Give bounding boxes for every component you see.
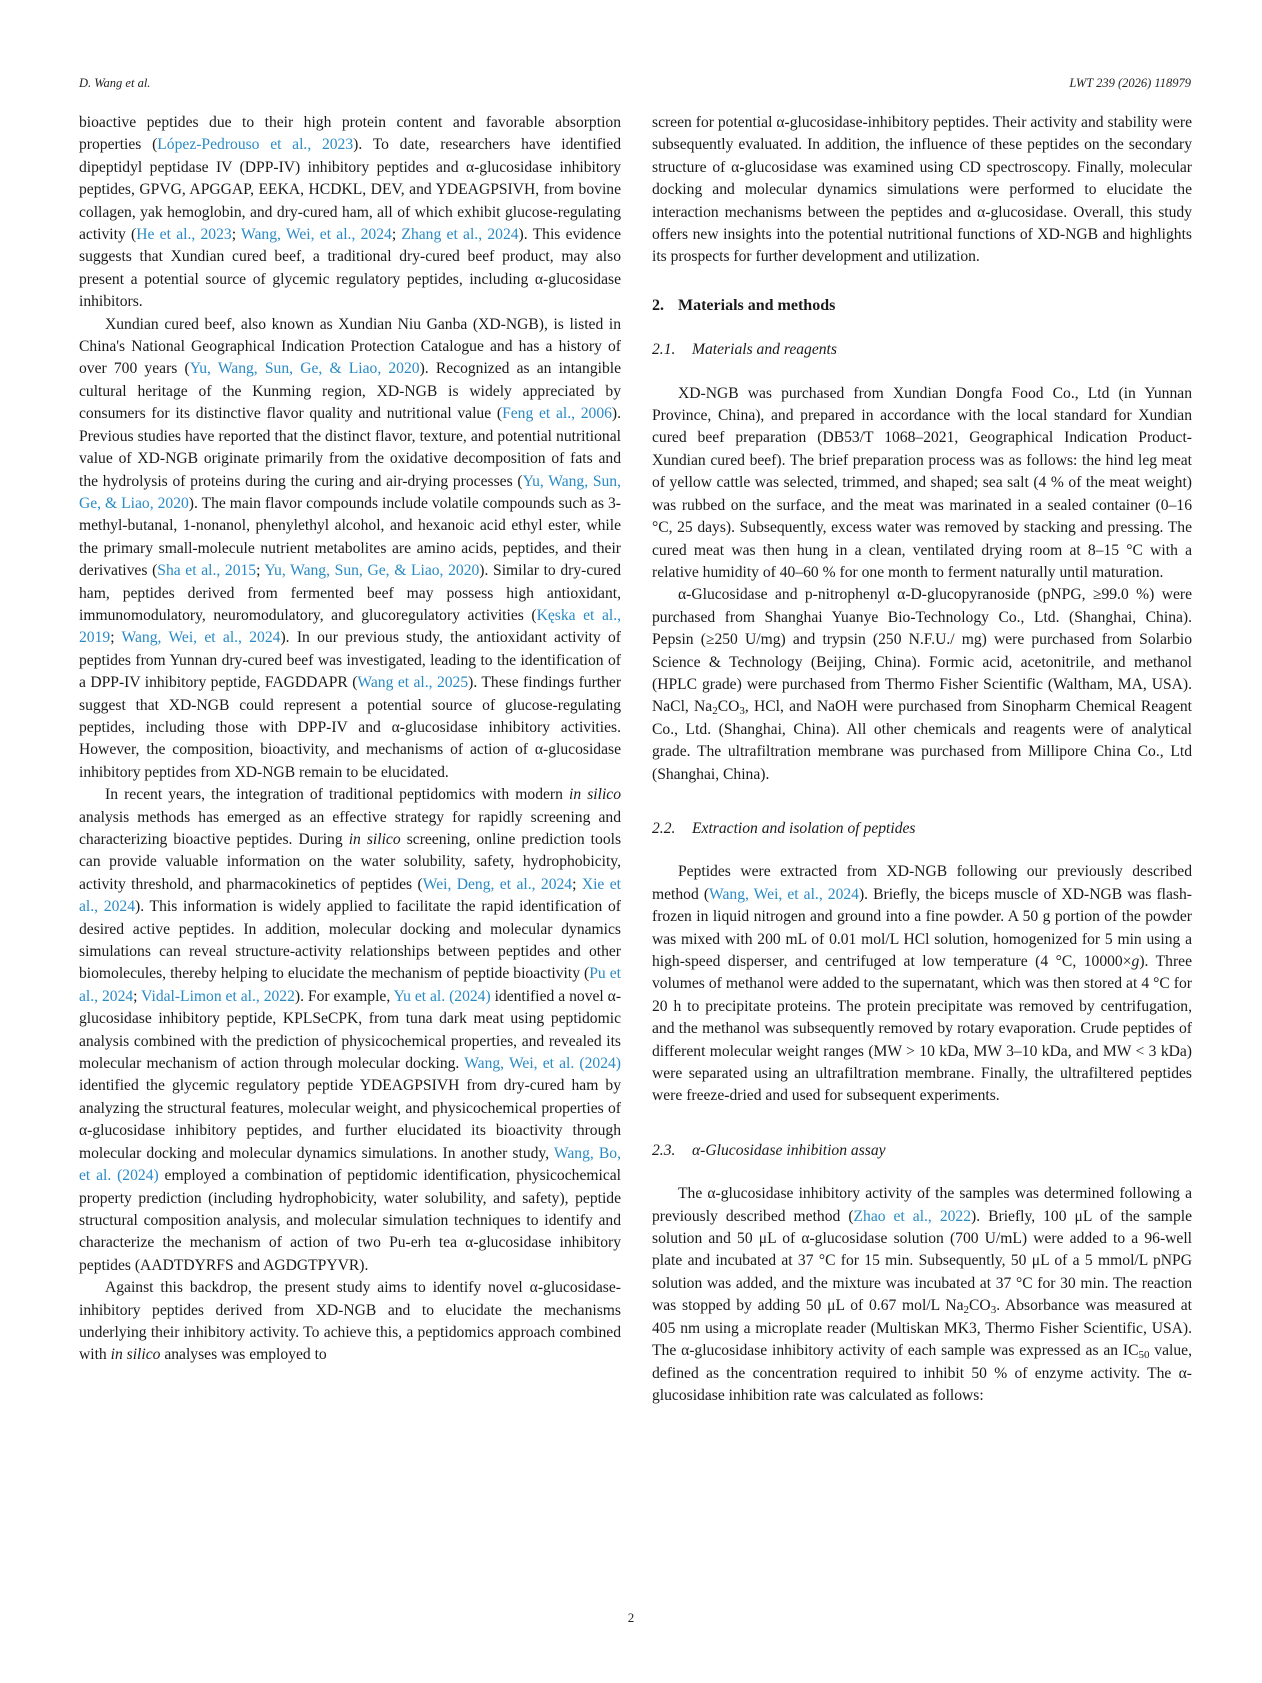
citation-link[interactable]: Wang, Wei, et al., 2024 (121, 629, 281, 647)
text: ). This information is widely applied to facilitate the rapid identification of desired active peptides. In addition, molecular docking and molecular dynamics simulations can reveal structure-activity relationships between peptides and other biomolecules, thereby helping to elucidate the mechanism of peptide bioactivity ( (79, 898, 622, 983)
text: , HCl, and NaOH were purchased from Sinopharm Chemical Reagent Co., Ltd. (Shanghai, China). All other chemicals and reagents were of analytical grade. The ultrafiltration membrane was purchased from Millipore China Co., Ltd (Shanghai, China). (652, 698, 1192, 783)
citation-link[interactable]: Zhang et al., 2024 (401, 226, 519, 244)
spacer (652, 1108, 1192, 1140)
subsection-number: 2.2. (652, 819, 676, 837)
text: screening, online prediction tools can provide valuable information on the water solubility, safety, hydrophobicity, activity threshold, and pharmacokinetics of peptides ( (79, 831, 622, 893)
paragraph (79, 112, 621, 314)
italic-term: in silico (348, 831, 401, 848)
text: analysis methods has emerged as an effective strategy for rapidly screening and characterizing bioactive peptides. During (79, 808, 621, 848)
paragraph (79, 1277, 621, 1367)
citation-link[interactable]: Xie et al., 2024 (79, 875, 621, 916)
text: CO (717, 698, 740, 716)
text: ). This evidence suggests that Xundian cured beef, a traditional dry-cured beef product, may also present a potential source of glycemic regulatory peptides, including α-glucosidase inhibitors. (79, 226, 622, 311)
text: The α-glucosidase inhibitory activity of the samples was determined following a previously described method ( (652, 1185, 1192, 1225)
paragraph: screen for potential α-glucosidase-inhibitory peptides. Their activity and stability were subsequently evaluated. In addition, the influence of these peptides on the secondary structure of α-glucosidase was examined using CD spectroscopy. Finally, molecular docking and molecular dynamics simulations were performed to elucidate the interaction mechanisms between the peptides and α-glucosidase. Overall, this study offers new insights into the potential nutritional functions of XD-NGB and highlights its prospects for further development and utilization. (652, 114, 1192, 266)
text: CO (969, 1297, 991, 1315)
text: identified the glycemic regulatory peptide YDEAGPSIVH from dry-cured ham by analyzing the structural features, molecular weight, and physicochemical properties of α-glucosidase inhibitory peptides, and further elucidated its bioactivity through molecular docking and molecular dynamics simulations. In another study, (79, 1077, 621, 1162)
paragraph (652, 861, 1192, 1107)
text: ). In our previous study, the antioxidant activity of peptides from Yunnan dry-cured beef was investigated, leading to the identification of a DPP-IV inhibitory peptide, FAGDDAPR ( (79, 629, 621, 692)
paragraph: XD-NGB was purchased from Xundian Dongfa Food Co., Ltd (in Yunnan Province, China), and prepared in accordance with the local standard for Xundian cured beef preparation (DB53/T 1068–2021, Geographical Indication Product-Xundian cured beef). The brief preparation process was as follows: the hind leg meat of yellow cattle was selected, trimmed, and shaped; sea salt (4 % of the meat weight) was rubbed on the surface, and the meat was marinated in a sealed container (0–16 °C, 25 days). Subsequently, excess water was removed by stacking and pressing. The cured meat was then hung in a clean, ventilated drying room at 8–15 °C with a relative humidity of 40–60 % for one month to ferment naturally until maturation. (652, 384, 1192, 581)
citation-link[interactable]: Wang, Bo, et al. (2024) (79, 1144, 621, 1185)
text: analyses was employed to (160, 1346, 327, 1364)
text: Against this backdrop, the present study aims to identify novel α-glucosidase-inhibitory peptides derived from XD-NGB and to elucidate the mechanisms underlying their inhibitory activity. To achieve this, a peptidomics approach combined with (79, 1279, 621, 1364)
subscript: 2 (963, 1304, 970, 1317)
paragraph (652, 584, 1192, 786)
subsection-title: Extraction and isolation of peptides (692, 819, 916, 837)
text: ). Previous studies have reported that the distinct flavor, texture, and potential nutritional value of XD-NGB originate primarily from the oxidative decomposition of fats and the hydrolysis of proteins during the curing and air-drying processes ( (79, 405, 622, 490)
subsection-heading (652, 339, 1192, 361)
subsection-number: 2.3. (652, 1141, 676, 1159)
running-head-journal: LWT 239 (2026) 118979 (1069, 76, 1191, 90)
italic-term: g (1131, 953, 1140, 970)
subsection-title: α-Glucosidase inhibition assay (692, 1141, 886, 1159)
text: In recent years, the integration of traditional peptidomics with modern (105, 786, 569, 804)
text: α-Glucosidase and p-nitrophenyl α-D-glucopyranoside (pNPG, ≥99.0 %) were purchased from Shanghai Yuanye Bio-Technology Co., Ltd. (Shanghai, China). Pepsin (≥250 U/mg) and trypsin (250 N.F.U./ mg) were purchased from Solarbio Science & Technology (Beijing, China). Formic acid, acetonitrile, and methanol (HPLC grade) were purchased from Thermo Fisher Scientific (Waltham, MA, USA). NaCl, Na (652, 586, 1192, 716)
citation-link[interactable]: Wei, Deng, et al., 2024 (422, 875, 573, 893)
citation-link[interactable]: Pu et al., 2024 (79, 965, 621, 1005)
text: ; (231, 226, 242, 244)
text: ). Briefly, 100 μL of the sample solution and 50 μL of α-glucosidase solution (700 U/mL) were added to a 96-well plate and incubated at 37 °C for 15 min. Subsequently, 50 μL of a 5 mmol/L pNPG solution was added, and the mixture was incubated at 37 °C for 30 min. The reaction was stopped by adding 50 μL of 0.67 mol/L Na (652, 1207, 1192, 1315)
text: ). Three volumes of methanol were added to the supernatant, which was then stored at 4 °C for 20 h to precipitate proteins. The protein precipitate was removed by centrifugation, and the methanol was subsequently removed by rotary evaporation. Crude peptides of different molecular weight ranges (MW > 10 kDa, MW 3–10 kDa, and MW < 3 kDa) were separated using an ultrafiltration membrane. Finally, the ultrafiltered peptides were freeze-dried and used for subsequent experiments. (652, 953, 1192, 1105)
subscript: 2 (712, 705, 718, 718)
citation-link[interactable]: Vidal-Limon et al., 2022 (141, 987, 295, 1005)
text: ; (391, 226, 402, 244)
text: . Absorbance was measured at 405 nm using a microplate reader (Multiskan MK3, Thermo Fisher Scientific, USA). The α-glucosidase inhibitory activity of each sample was expressed as an IC (652, 1297, 1193, 1360)
citation-link[interactable]: Wang, Wei, et al., 2024 (709, 885, 859, 903)
right-column (652, 112, 1192, 1407)
text: ). For example, (294, 987, 394, 1005)
subsection-heading (652, 1140, 1192, 1162)
subsection-title: Materials and reagents (692, 341, 837, 359)
text: Peptides were extracted from XD-NGB following our previously described method ( (652, 863, 1192, 903)
subscript: 50 (1138, 1349, 1150, 1362)
text: ). Briefly, the biceps muscle of XD-NGB was flash-frozen in liquid nitrogen and ground into a fine powder. A 50 g portion of the powder was mixed with 200 mL of 0.01 mol/L HCl solution, homogenized for 5 min using a high-speed disperser, and centrifuged at low temperature (4 °C, 10000× (652, 885, 1192, 970)
page-number: 2 (627, 1610, 635, 1625)
text: identified a novel α-glucosidase inhibitory peptide, KPLSeCPK, from tuna dark meat using peptidomic analysis combined with the prediction of physicochemical properties, and revealed its molecular mechanism of action through molecular docking. (79, 987, 622, 1073)
left-column (79, 112, 621, 1367)
citation-link[interactable]: Wang, Wei, et al., 2024 (241, 226, 392, 244)
citation-link[interactable]: Yu, Wang, Sun, Ge, & Liao, 2020 (264, 562, 480, 580)
text: value, defined as the concentration required to inhibit 50 % of enzyme activity. The α-glucosidase inhibition rate was calculated as follows: (652, 1342, 1192, 1404)
citation-link[interactable]: Yu et al. (2024) (393, 987, 491, 1005)
subsection-heading (652, 818, 1192, 840)
running-head-authors: D. Wang et al. (79, 76, 151, 90)
citation-link[interactable]: Yu, Wang, Sun, Ge, & Liao, 2020 (189, 360, 420, 378)
text: ; (133, 987, 142, 1005)
text: ). Similar to dry-cured ham, peptides derived from fermented beef may possess high antioxidant, immunomodulatory, neuromodulatory, and glucoregulatory activities ( (79, 562, 621, 624)
subscript: 3 (739, 705, 745, 718)
text: ). These findings further suggest that XD-NGB could represent a potential source of glucose-regulating peptides, including those with DPP-IV and α-glucosidase inhibitory activities. However, the composition, bioactivity, and mechanisms of action of α-glucosidase inhibitory peptides from XD-NGB remain to be elucidated. (79, 674, 622, 781)
paragraph (79, 784, 621, 1277)
italic-term: in silico (110, 1346, 161, 1364)
text: Xundian cured beef, also known as Xundian Niu Ganba (XD-NGB), is listed in China's National Geographical Indication Protection Catalogue and has a history of over 700 years ( (79, 315, 621, 378)
citation-link[interactable]: López-Pedrouso et al., 2023 (157, 136, 354, 154)
subscript: 3 (990, 1304, 997, 1317)
italic-term: in silico (569, 786, 621, 804)
text: ). To date, researchers have identified dipeptidyl peptidase IV (DPP-IV) inhibitory peptides and α-glucosidase inhibitory peptides, GPVG, APGGAP, EEKA, HCDKL, DEV, and YDEAGPSIVH, from bovine collagen, yak hemoglobin, and dry-cured ham, all of which exhibit glucose-regulating activity ( (79, 136, 622, 244)
section-number: 2. (652, 296, 664, 314)
citation-link[interactable]: Wang, Wei, et al. (2024) (464, 1055, 621, 1073)
spacer (652, 786, 1192, 818)
text: employed a combination of peptidomic identification, physicochemical property prediction (including hydrophobicity, water solubility, and safety), peptide structural composition analysis, and molecular simulation techniques to identify and characterize the mechanism of action of two Pu-erh tea α-glucosidase inhibitory peptides (AADTDYRFS and AGDGTPYVR). (79, 1167, 621, 1274)
citation-link[interactable]: He et al., 2023 (136, 226, 232, 244)
text: ; (110, 629, 122, 647)
section-heading (652, 295, 1192, 317)
citation-link[interactable]: Yu, Wang, Sun, Ge, & Liao, 2020 (79, 472, 621, 512)
text: bioactive peptides due to their high protein content and favorable absorption properties ( (79, 114, 621, 154)
citation-link[interactable]: Wang et al., 2025 (357, 674, 469, 692)
paragraph (652, 1183, 1192, 1407)
text: ). The main flavor compounds include volatile compounds such as 3-methyl-butanal, 1-nonanol, phenylethyl alcohol, and hexanoic acid ethyl ester, while the primary small-molecule nutrient metabolites are amino acids, peptides, and their derivatives ( (79, 494, 621, 580)
citation-link[interactable]: Sha et al., 2015 (157, 562, 257, 580)
text: ; (572, 875, 582, 893)
citation-link[interactable]: Kęska et al., 2019 (79, 606, 621, 647)
paragraph (79, 314, 621, 785)
citation-link[interactable]: Zhao et al., 2022 (853, 1207, 972, 1225)
subsection-number: 2.1. (652, 341, 676, 359)
text: ; (256, 562, 265, 580)
citation-link[interactable]: Feng et al., 2006 (502, 405, 612, 423)
section-title: Materials and methods (678, 296, 836, 314)
text: ). Recognized as an intangible cultural heritage of the Kunming region, XD-NGB is widely appreciated by consumers for its distinctive flavor quality and nutritional value ( (79, 360, 622, 423)
